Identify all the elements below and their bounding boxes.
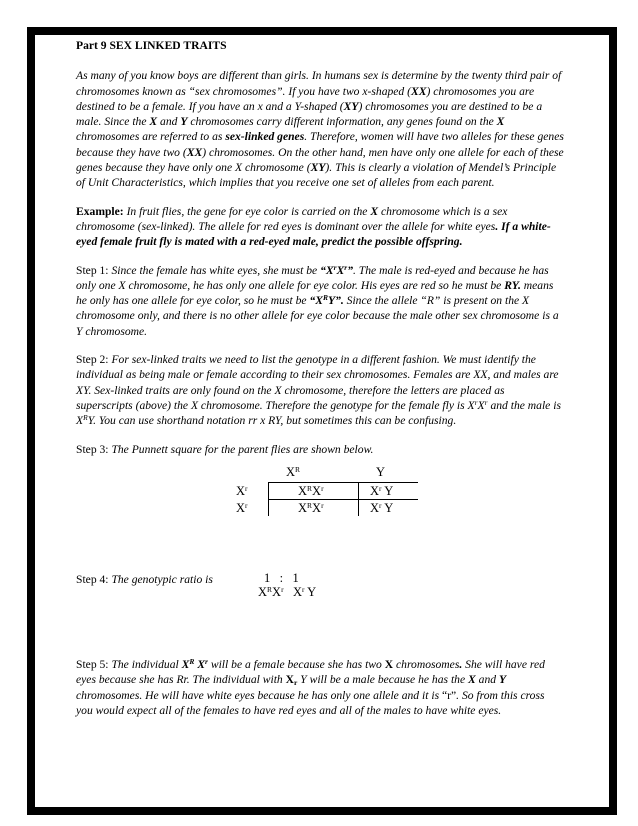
document-body (76, 38, 564, 470)
punnett-cell-2-1: $X^RX^r$ (298, 501, 324, 515)
intro-paragraph: As many of you know boys are different than girls. In humans sex is determine by the twenty third pair of chromosomes known as “sex chromosomes”. If you have two x-shaped (XX) chromosomes you are destined to be a female. If you have an x and a Y-shaped (XY) chromosomes you are destined to be a male. Since the X and Y chromosomes carry different information, any genes found on the X chromosomes are referred to as sex-linked genes. Therefore, women will have two alleles for these genes because they have two (XX) chromosomes. On the other hand, men have only one allele for each of these genes because they have only one X chromosome (XY). This is clearly a violation of Mendel’s Principle of Unit Characteristics, which implies that you receive one set of alleles from each parent. (76, 69, 564, 190)
example-paragraph: Example: In fruit flies, the gene for eye color is carried on the X chromosome which is a sex chromosome (sex-linked). The allele for red eyes is dominant over the allele for white eyes. If a white-eyed female fruit fly is mated with a red-eyed male, predict the possible offspring. (76, 204, 551, 249)
ratio-numbers: 1 : 1 (264, 571, 299, 585)
step3-paragraph: Step 3: The Punnett square for the parent flies are shown below. (76, 442, 374, 456)
punnett-top-line (268, 482, 418, 483)
section-title: Part 9 SEX LINKED TRAITS (76, 39, 227, 52)
punnett-center-line (358, 482, 359, 516)
punnett-cell-2-2: $X^r$ Y (370, 501, 394, 515)
punnett-mid-line (268, 499, 418, 500)
punnett-cell-1-1: $X^RX^r$ (298, 484, 324, 498)
step5-paragraph: Step 5: The individual $X^R$ $X^r$ will be a female because she has two X chromosomes. She will have red eyes because she has Rr. The individual with $X_r$ Y will be a male because he has the X and Y chromosomes. He will have white eyes because he has only one allele and it is “r”. So from this cross you would expect all of the females to have red eyes and all of the males to have white eyes. (76, 657, 545, 717)
punnett-col-header-xr: $X^R$ (286, 465, 301, 479)
punnett-row-header-1: $X^r$ (236, 484, 248, 498)
step2-paragraph: Step 2: For sex-linked traits we need to list the genotype in a different fashion. We must identify the individual as being male or female according to their sex chromosomes. Females are XX, and males are XY. Sex-linked traits are only found on the X chromosome, therefore the letters are placed as superscripts (above) the X chromosome. Therefore the genotype for the female fly is $X^rX^r$ and the male is $X^RY$. You can use shorthand notation rr x RY, but sometimes this can be confusing. (76, 353, 561, 428)
punnett-left-line (268, 482, 269, 516)
punnett-col-header-y: Y (376, 465, 386, 479)
step4-line: Step 4: The genotypic ratio is (76, 573, 213, 586)
punnett-cell-1-2: $X^r$ Y (370, 484, 394, 498)
punnett-row-header-2: $X^r$ (236, 501, 248, 515)
step1-paragraph: Step 1: Since the female has white eyes, she must be “$X^rX^r$”. The male is red-eyed and because he has only one X chromosome, he has only one allele for eye color. His eyes are red so he must be RY. means he only has one allele for eye color, so he must be “$X^RY$”. Since the allele “R” is present on the X chromosome only, and there is no other allele for eye color because the male other sex chromosome is a Y chromosome. (76, 262, 559, 338)
ratio-genotypes: $X^RX^r$ $X^r$ Y (258, 585, 317, 599)
genotypic-ratio (258, 571, 316, 599)
